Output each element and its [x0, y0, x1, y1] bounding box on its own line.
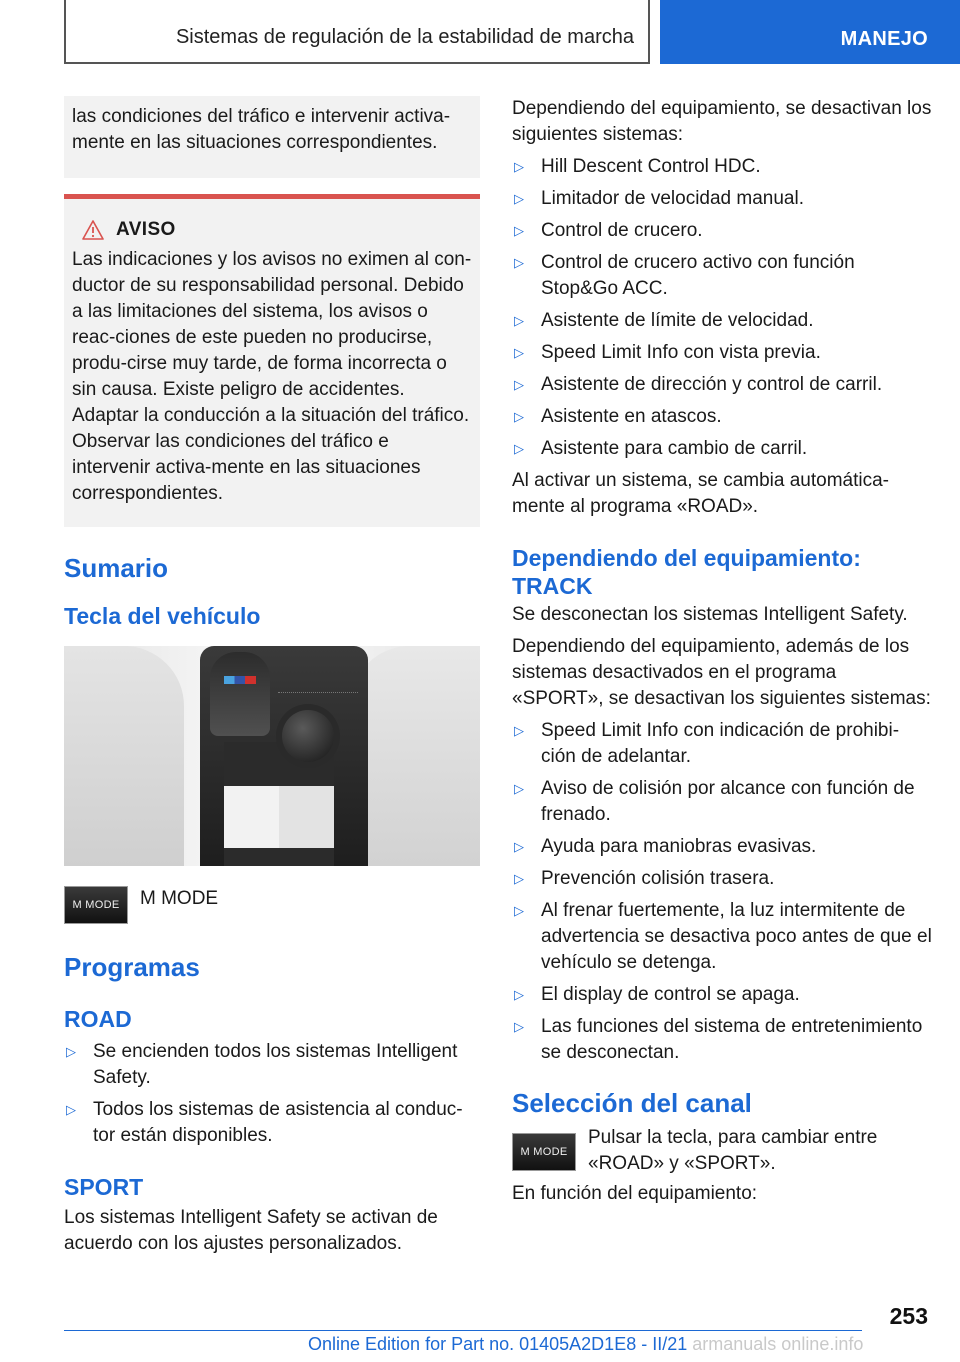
warning-header	[72, 219, 472, 241]
bullet-triangle-icon: ▷	[514, 313, 524, 328]
bullet-triangle-icon: ▷	[514, 345, 524, 360]
heading-sumario: Sumario	[64, 553, 169, 583]
footer-edition-text: Online Edition for Part no. 01405A2D1E8 - II/21	[308, 1334, 688, 1354]
track-text-2: Dependiendo del equipamiento, además de los sistemas desactivados en el programa «SPORT», se desactivan los siguientes sistemas:	[512, 636, 931, 709]
m-mode-key-label: M MODE	[72, 899, 120, 911]
track-deactivated-list	[512, 718, 932, 1066]
list-item: ▷ Control de crucero.	[512, 218, 932, 244]
bullet-triangle-icon: ▷	[66, 1044, 76, 1059]
info-box-text: las condiciones del tráfico e intervenir activa-mente en las situaciones correspondientes.	[72, 106, 451, 153]
warning-triangle-icon	[82, 220, 104, 240]
list-item: ▷ Ayuda para maniobras evasivas.	[512, 834, 932, 860]
list-item: ▷ Prevención colisión trasera.	[512, 866, 932, 892]
list-item: ▷ El display de control se apaga.	[512, 982, 932, 1008]
header-section-tab	[660, 0, 960, 64]
track-text-1: Se desconectan los sistemas Intelligent Safety.	[512, 604, 908, 625]
heading-tecla-vehiculo: Tecla del vehículo	[64, 603, 261, 629]
bullet-triangle-icon: ▷	[514, 987, 524, 1002]
bullet-triangle-icon: ▷	[514, 1019, 524, 1034]
m-logo-icon	[224, 676, 256, 684]
heading-track: Dependiendo del equipamiento: TRACK	[512, 545, 861, 599]
m-mode-key-label: M MODE	[520, 1146, 568, 1158]
list-item: ▷ Todos los sistemas de asistencia al conduc-tor están disponibles.	[64, 1097, 480, 1149]
equipment-text: En función del equipamiento:	[512, 1183, 758, 1204]
bullet-triangle-icon: ▷	[514, 441, 524, 456]
heading-road: ROAD	[64, 1006, 132, 1032]
left-column	[64, 96, 480, 1257]
right-column	[512, 96, 932, 1207]
bullet-triangle-icon: ▷	[514, 839, 524, 854]
bullet-triangle-icon: ▷	[514, 723, 524, 738]
sport-text: Los sistemas Intelligent Safety se activan de acuerdo con los ajustes personalizados.	[64, 1207, 438, 1254]
heading-sport: SPORT	[64, 1174, 144, 1200]
auto-road-text: Al activar un sistema, se cambia automática-mente al programa «ROAD».	[512, 470, 889, 517]
bullet-triangle-icon: ▷	[514, 781, 524, 796]
list-item: ▷ Asistente de límite de velocidad.	[512, 308, 932, 334]
console-button-row	[278, 692, 358, 696]
list-item: ▷ Hill Descent Control HDC.	[512, 154, 932, 180]
warning-label: AVISO	[116, 219, 176, 240]
bullet-triangle-icon: ▷	[514, 871, 524, 886]
list-item: ▷ Speed Limit Info con vista previa.	[512, 340, 932, 366]
footer-watermark: armanuals online.info	[692, 1334, 864, 1354]
list-item: ▷ Se encienden todos los sistemas Intelligent Safety.	[64, 1039, 480, 1091]
page-number: 253	[889, 1303, 928, 1329]
list-item: ▷ Asistente de dirección y control de carril.	[512, 372, 932, 398]
warning-text: Las indicaciones y los avisos no eximen al con-ductor de su responsabilidad personal. Debido a las limitaciones del sistema, los avisos o reac-ciones de este pueden no producirse, produ-cirse muy tarde, de forma incorrecta o sin causa. Existe peligro de accidentes. Adaptar la conducción a la situación del tráfico. Observar las condiciones del tráfico e intervenir activa-mente en las situaciones correspondientes.	[72, 249, 472, 504]
footer-divider	[64, 1330, 862, 1331]
seat-right	[350, 646, 480, 866]
road-list	[64, 1039, 480, 1149]
warning-box	[64, 194, 480, 527]
list-item: ▷ Asistente en atascos.	[512, 404, 932, 430]
list-item: ▷ Las funciones del sistema de entretenimiento se desconectan.	[512, 1014, 932, 1066]
m-mode-caption: M MODE	[140, 888, 219, 909]
intro-text: Dependiendo del equipamiento, se desactivan los siguientes sistemas:	[512, 98, 932, 145]
bullet-triangle-icon: ▷	[514, 223, 524, 238]
bullet-triangle-icon: ▷	[514, 255, 524, 270]
bullet-triangle-icon: ▷	[514, 409, 524, 424]
m-mode-key-row	[64, 886, 480, 924]
list-item: ▷ Al frenar fuertemente, la luz intermitente de advertencia se desactiva poco antes de que el vehículo se detenga.	[512, 898, 932, 976]
m-mode-key-icon	[64, 886, 128, 924]
info-box-continuation	[64, 96, 480, 178]
bullet-triangle-icon: ▷	[66, 1102, 76, 1117]
seat-left	[64, 646, 184, 866]
deactivated-systems-list	[512, 154, 932, 462]
cupholder	[224, 786, 334, 848]
bullet-triangle-icon: ▷	[514, 903, 524, 918]
list-item: ▷ Speed Limit Info con indicación de prohibi-ción de adelantar.	[512, 718, 932, 770]
header-title-frame	[64, 0, 650, 64]
channel-select-text: Pulsar la tecla, para cambiar entre «ROAD» y «SPORT».	[588, 1127, 878, 1174]
list-item: ▷ Asistente para cambio de carril.	[512, 436, 932, 462]
heading-seleccion-canal: Selección del canal	[512, 1088, 752, 1118]
gear-selector	[210, 652, 270, 736]
header-title: Sistemas de regulación de la estabilidad de marcha	[175, 26, 634, 48]
list-item: ▷ Limitador de velocidad manual.	[512, 186, 932, 212]
bullet-triangle-icon: ▷	[514, 377, 524, 392]
center-console-photo	[64, 646, 480, 866]
footer-edition	[308, 1334, 863, 1355]
list-item: ▷ Control de crucero activo con función Stop&Go ACC.	[512, 250, 932, 302]
channel-select-row	[512, 1125, 932, 1177]
header-section-label: MANEJO	[840, 28, 928, 50]
bullet-triangle-icon: ▷	[514, 191, 524, 206]
m-mode-key-icon	[512, 1133, 576, 1171]
heading-programas: Programas	[64, 952, 200, 982]
list-item: ▷ Aviso de colisión por alcance con función de frenado.	[512, 776, 932, 828]
idrive-controller	[282, 710, 334, 762]
bullet-triangle-icon: ▷	[514, 159, 524, 174]
